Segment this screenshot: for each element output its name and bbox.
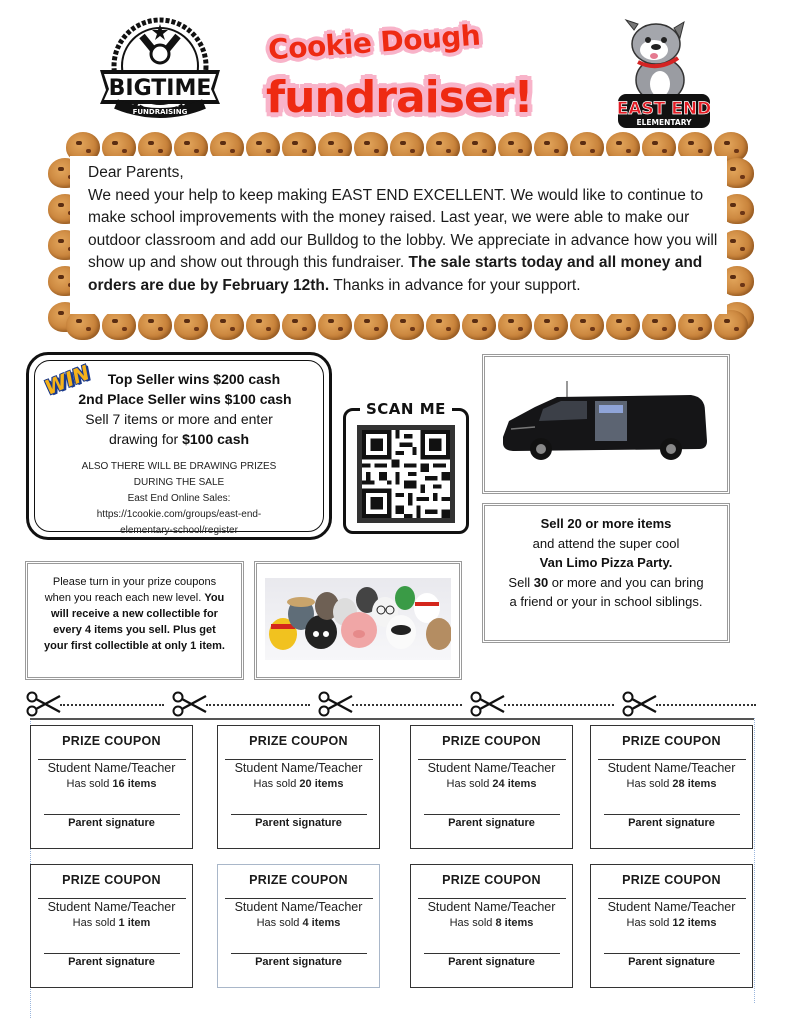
page-title	[258, 20, 568, 130]
cut-dotted-line	[352, 704, 462, 706]
cut-line	[30, 718, 754, 720]
scissors-icon	[622, 690, 658, 718]
bulldog-mascot-icon	[604, 10, 724, 132]
prize-coupon-20: PRIZE COUPON Student Name/Teacher Has sold 20 items Parent signature	[217, 725, 380, 849]
prize-coupon-8: PRIZE COUPON Student Name/Teacher Has sold 8 items Parent signature	[410, 864, 573, 988]
cut-dotted-line	[504, 704, 614, 706]
van-limo-image	[495, 375, 715, 467]
collectibles-image	[265, 578, 451, 660]
coupon-instructions-box: Please turn in your prize coupons when you reach each new level. You will receive a new collectible for every 4 items you sell. Plus get your first collectible at only 1 item.	[25, 561, 244, 680]
cut-dotted-line	[206, 704, 310, 706]
cut-dotted-line	[60, 704, 164, 706]
prize-coupon-1: PRIZE COUPON Student Name/Teacher Has sold 1 item Parent signature	[30, 864, 193, 988]
qr-code-icon[interactable]	[357, 425, 455, 523]
scissors-icon	[26, 690, 62, 718]
van-limo-photo-box	[482, 354, 730, 494]
prizes-box: Top Seller wins $200 cash 2nd Place Seller wins $100 cash Sell 7 items or more and enter drawing for $100 cash ALSO THERE WILL BE DRAWING PRIZES DURING THE SALE East End Online Sales: https://1cookie.com/groups/east-end- elementary-school/register	[26, 352, 332, 540]
letter-greeting: Dear Parents,	[88, 164, 184, 181]
parent-letter	[70, 156, 727, 314]
top-seller-prize: Top Seller wins $200 cash	[107, 371, 281, 387]
letter-deadline: The sale starts today and all money and orders are due by February 12th.	[88, 254, 703, 294]
prize-coupon-28: PRIZE COUPON Student Name/Teacher Has sold 28 items Parent signature	[590, 725, 753, 849]
prize-coupon-24: PRIZE COUPON Student Name/Teacher Has sold 24 items Parent signature	[410, 725, 573, 849]
svg-text:FUNDRAISING: FUNDRAISING	[132, 108, 188, 116]
svg-text:EAST END: EAST END	[616, 99, 712, 119]
collectibles-photo-box	[254, 561, 462, 680]
prize-coupon-16: PRIZE COUPON Student Name/Teacher Has sold 16 items Parent signature	[30, 725, 193, 849]
scissors-icon	[172, 690, 208, 718]
title-cookie-dough: Cookie Dough	[267, 18, 482, 67]
scan-me-label: SCAN ME	[360, 400, 452, 418]
svg-text:ELEMENTARY: ELEMENTARY	[636, 118, 692, 127]
letter-body: We need your help to keep making EAST END EXCELLENT. We would like to continue to make school improvements with the money raised. Last year, we were able to make our outdoor classroom and add our Bulldog to the lobby. We appreciate in advance how you will show up and show out through this fundraiser. The sale starts today and all money and orders are due by February 12th. Thanks in advance for your support.	[88, 186, 718, 294]
win-badge: WIN	[41, 360, 94, 400]
online-sales-link-cont[interactable]: elementary-school/register	[120, 525, 238, 536]
svg-text:BIGTIME: BIGTIME	[108, 76, 212, 101]
cookie-row-bottom	[66, 310, 750, 340]
drawing-prize: drawing for $100 cash	[108, 431, 250, 447]
bigtime-fundraising-logo	[96, 14, 224, 126]
second-place-prize: 2nd Place Seller wins $100 cash	[78, 391, 292, 407]
scissors-icon	[470, 690, 506, 718]
title-fundraiser: fundraiser!	[266, 72, 533, 123]
margin-guide-right	[754, 718, 755, 1003]
cut-dotted-line	[656, 704, 756, 706]
pizza-party-box: Sell 20 or more items and attend the super cool Van Limo Pizza Party. Sell 30 or more and you can bring a friend or your in school siblings.	[482, 503, 730, 643]
drawing-entry-rule: Sell 7 items or more and enter	[85, 411, 273, 427]
online-sales-link[interactable]: https://1cookie.com/groups/east-end-	[96, 509, 262, 520]
scissors-icon	[318, 690, 354, 718]
east-end-elementary-logo	[604, 10, 724, 132]
prize-coupon-4: PRIZE COUPON Student Name/Teacher Has sold 4 items Parent signature	[217, 864, 380, 988]
prize-coupon-12: PRIZE COUPON Student Name/Teacher Has sold 12 items Parent signature	[590, 864, 753, 988]
